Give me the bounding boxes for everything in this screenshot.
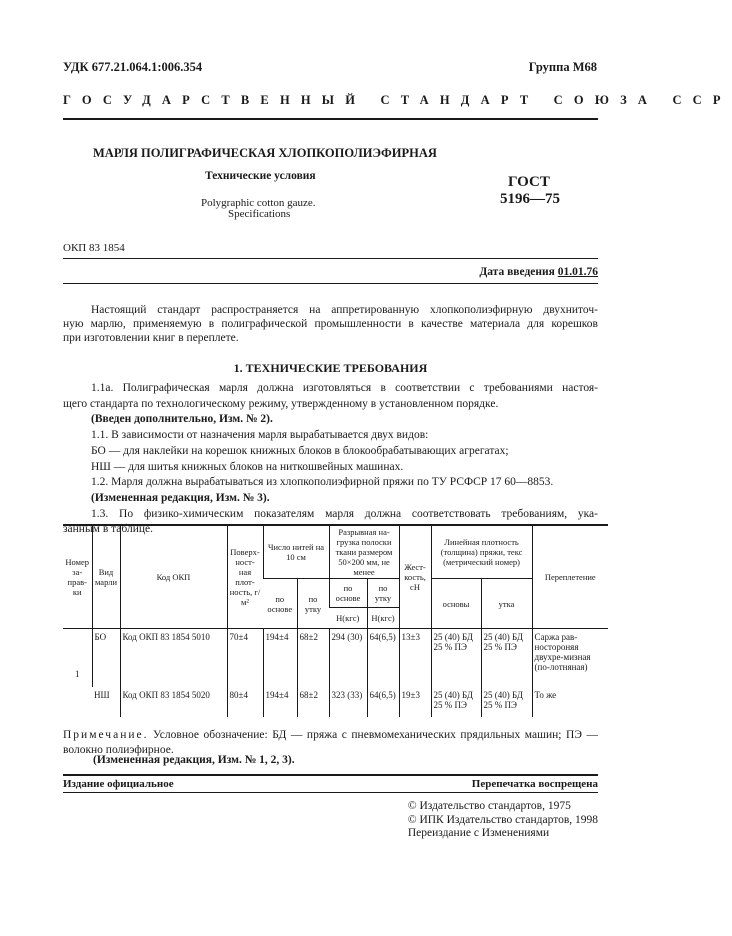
header-po-osnove: по основе <box>263 579 297 629</box>
cell-osnova: 194±4 <box>263 629 297 688</box>
paragraph-line: 1.1а. Полиграфическая марля должна изготовляться в соответствии с требованиями настоя- <box>91 382 598 394</box>
cell-lin-osnovy: 25 (40) БД 25 % ПЭ <box>431 629 481 688</box>
amendment-note: (Измененная редакция, Изм. № 1, 2, 3). <box>93 754 295 766</box>
paragraph-line: НШ — для шитья книжных блоков на ниткошвейных машинах. <box>91 460 404 473</box>
header-razryv-osnova: по основе <box>329 579 367 608</box>
header-razryv: Разрывная на-грузка полоски ткани размером 50×200 мм, не менее <box>329 525 399 579</box>
cell-perepletenie: То же <box>532 687 608 717</box>
paragraph-line: щего стандарта по технологическому режиму, утвержденному в установленном порядке. <box>63 397 499 410</box>
header-n-kgs: Н(кгс) <box>329 608 367 629</box>
introduction-date-value: 01.01.76 <box>557 266 598 278</box>
section-heading: 1. ТЕХНИЧЕСКИЕ ТРЕБОВАНИЯ <box>233 361 428 375</box>
official-edition: Издание официальное <box>63 778 174 790</box>
header-perepletenie: Переплетение <box>532 525 608 629</box>
okp-code: ОКП 83 1854 <box>63 242 125 254</box>
table-row <box>63 629 608 688</box>
header-n-kgs: Н(кгс) <box>367 608 399 629</box>
table-row <box>63 687 608 717</box>
cell-kod: Код ОКП 83 1854 5020 <box>120 687 227 717</box>
spec-table <box>63 524 608 717</box>
cell-utok: 68±2 <box>297 629 329 688</box>
cell-lin-utka: 25 (40) БД 25 % ПЭ <box>481 687 532 717</box>
cell-plotnost: 70±4 <box>227 629 263 688</box>
paragraph-line: (Измененная редакция, Изм. № 3). <box>91 491 270 504</box>
header-zapravka: Номер за-прав-ки <box>63 525 92 629</box>
group-code: Группа М68 <box>528 60 597 74</box>
footer-rule <box>63 774 598 776</box>
date-rule <box>63 283 598 284</box>
header-po-utku: по утку <box>297 579 329 629</box>
header-zhestkost: Жест-кость, сН <box>399 525 431 629</box>
header-rule <box>63 118 598 120</box>
cell-osnova: 194±4 <box>263 687 297 717</box>
document-title: МАРЛЯ ПОЛИГРАФИЧЕСКАЯ ХЛОПКОПОЛИЭФИРНАЯ <box>93 146 437 160</box>
intro-line: Настоящий стандарт распространяется на аппретированную хлопкополиэфирную двухниточ- <box>91 304 598 316</box>
requirements-text <box>63 381 598 538</box>
udk-code: УДК 677.21.064.1:006.354 <box>63 60 203 74</box>
english-subtitle: Specifications <box>228 208 291 220</box>
header-chislo: Число нитей на 10 см <box>263 525 329 579</box>
note-label: Примечание. <box>63 729 149 741</box>
header-razryv-utok: по утку <box>367 579 399 608</box>
copyright-line: Переиздание с Изменениями <box>407 827 550 839</box>
intro-paragraph <box>63 303 598 345</box>
header-vid: Вид марли <box>92 525 120 629</box>
intro-line: ную марлю, применяемую в полиграфической промышленности в качестве материала для корешков <box>63 318 598 330</box>
paragraph-line: 1.3. По физико-химическим показателям марля должна соответствовать требованиям, ука- <box>91 507 598 520</box>
paragraph-line: 1.1. В зависимости от назначения марля вырабатывается двух видов: <box>91 429 429 442</box>
introduction-date <box>479 266 598 278</box>
cell-razryv-utok: 64(6,5) <box>367 687 399 717</box>
cell-perepletenie: Саржа рав-ностороняя двухре-мизная (по-лотняная) <box>532 629 608 688</box>
intro-line: при изготовлении книг в переплете. <box>63 332 239 344</box>
footer-rule-2 <box>63 792 598 793</box>
cell-utok: 68±2 <box>297 687 329 717</box>
cell-vid: НШ <box>94 690 110 700</box>
header-plotnost: Поверх-ност-ная плот-ность, г/м² <box>227 525 263 629</box>
gost-number: 5196—75 <box>500 191 560 207</box>
state-standard-heading: ГОСУДАРСТВЕННЫЙ СТАНДАРТ СОЮЗА ССР <box>63 93 732 107</box>
document-subtitle: Технические условия <box>205 170 316 182</box>
reprint-prohibited: Перепечатка воспрещена <box>471 778 598 790</box>
cell-lin-osnovy: 25 (40) БД 25 % ПЭ <box>431 687 481 717</box>
cell-razryv-osnova: 294 (30) <box>329 629 367 688</box>
paragraph-line: занным в таблице. <box>63 523 154 536</box>
paragraph-line: БО — для наклейки на корешок книжных блоков в блокообрабатывающих агрегатах; <box>91 444 509 457</box>
header-utka: утка <box>481 579 532 629</box>
cell-zhestkost: 13±3 <box>399 629 431 688</box>
english-title: Polygraphic cotton gauze. <box>201 197 316 209</box>
copyright-block <box>408 800 598 841</box>
paragraph-line: 1.2. Марля должна вырабатываться из хлопкополиэфирной пряжи по ТУ РСФСР 17 60—8853. <box>91 476 554 489</box>
header-kod: Код ОКП <box>120 525 227 629</box>
cell-vid: БО <box>92 629 120 688</box>
copyright-line: © Издательство стандартов, 1975 <box>407 800 571 812</box>
header-lin-plot: Линейная плотность (толщина) пряжи, текс (метрический номер) <box>431 525 532 579</box>
note-text: Условное обозначение: БД — пряжа с пневмомеханических прядильных машин; ПЭ — волокно полиэфирное. <box>63 729 598 756</box>
header-osnovy: основы <box>431 579 481 629</box>
cell-plotnost: 80±4 <box>227 687 263 717</box>
cell-lin-utka: 25 (40) БД 25 % ПЭ <box>481 629 532 688</box>
introduction-date-label: Дата введения <box>479 266 555 278</box>
okp-rule <box>63 258 598 259</box>
cell-razryv-utok: 64(6,5) <box>367 629 399 688</box>
cell-zapravka: 1 <box>75 669 80 679</box>
gost-label: ГОСТ <box>508 174 550 190</box>
cell-zhestkost: 19±3 <box>399 687 431 717</box>
paragraph-line: (Введен дополнительно, Изм. № 2). <box>91 413 273 426</box>
cell-razryv-osnova: 323 (33) <box>329 687 367 717</box>
cell-kod: Код ОКП 83 1854 5010 <box>120 629 227 688</box>
copyright-line: © ИПК Издательство стандартов, 1998 <box>407 813 598 826</box>
